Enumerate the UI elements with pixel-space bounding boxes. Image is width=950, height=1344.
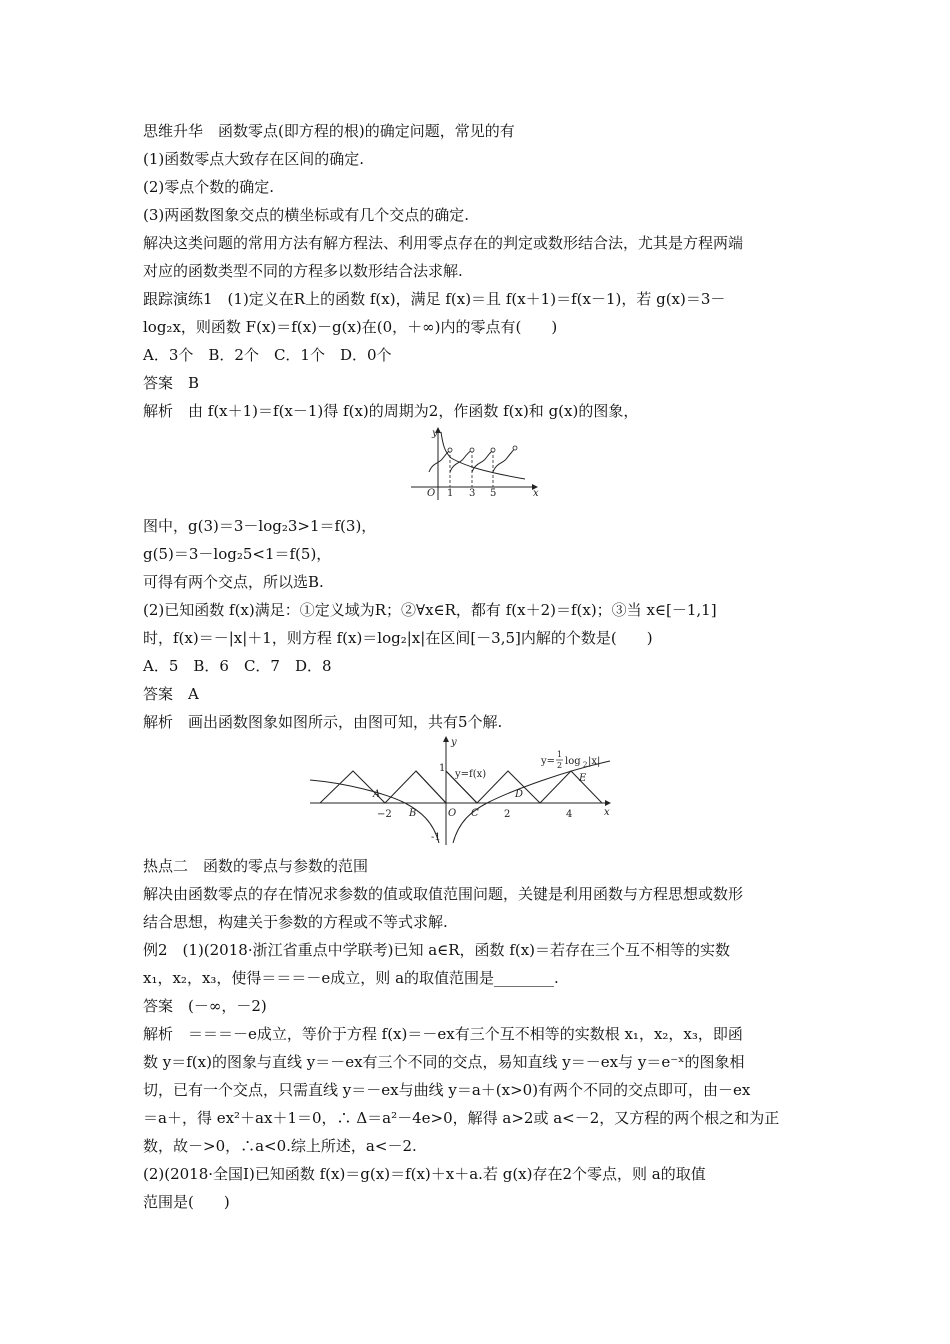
tick-label-5: 5 <box>490 488 497 499</box>
tick-label-neg1: -1 <box>431 832 441 843</box>
answer-line: 答案 B <box>143 374 200 392</box>
origin-label: O <box>427 488 436 499</box>
analysis-line: 解析 ＝＝＝－e成立，等价于方程 f(x)＝－ex有三个互不相等的实数根 x₁，x₂，x₃，即函 <box>143 1025 743 1043</box>
analysis-line: 解析 画出函数图象如图所示，由图可知，共有5个解. <box>143 713 503 731</box>
log-curve-label-sub: 2 <box>583 761 588 769</box>
tick-label-4: 4 <box>566 809 573 820</box>
point-E-label: E <box>579 773 587 784</box>
text-line: (2)零点个数的确定. <box>143 178 275 196</box>
text-line: 结合思想，构建关于参数的方程或不等式求解. <box>143 913 448 931</box>
text-line: x₁，x₂，x₃，使得＝＝＝－e成立，则 a的取值范围是________. <box>143 969 559 987</box>
text-line: 数 y＝f(x)的图象与直线 y＝－ex有三个不同的交点，易知直线 y＝－ex与 y＝e⁻ˣ的图象相 <box>143 1053 745 1071</box>
log-curve-label-prefix: y= <box>541 756 556 767</box>
x-axis-label: x <box>604 807 610 818</box>
log-curve-label-log: log <box>565 756 581 767</box>
text-line: 切，已有一个交点，只需直线 y＝－ex与曲线 y＝a＋(x>0)有两个不同的交点即可，由－ex <box>143 1081 751 1099</box>
example-question: (2)(2018·全国Ⅰ)已知函数 f(x)＝g(x)＝f(x)＋x＋a.若 g(x)存在2个零点，则 a的取值 <box>143 1165 706 1183</box>
example-question: 例2 (1)(2018·浙江省重点中学联考)已知 a∈R，函数 f(x)＝若存在三个互不相等的实数 <box>143 941 731 959</box>
exercise-question: (2)已知函数 f(x)满足：①定义域为R；②∀x∈R，都有 f(x＋2)＝f(x)；③当 x∈[－1,1] <box>143 601 717 619</box>
analysis-line: 解析 由 f(x＋1)＝f(x－1)得 f(x)的周期为2，作函数 f(x)和 g(x)的图象， <box>143 402 639 420</box>
text-line: 对应的函数类型不同的方程多以数形结合法求解. <box>143 262 463 280</box>
text-line: ＝a＋，得 ex²＋ax＋1＝0，∴ Δ＝a²－4e>0，解得 a>2或 a<－2，又方程的两个根之和为正 <box>143 1109 780 1127</box>
intersection-graph <box>305 733 625 848</box>
period-function-graph <box>405 424 550 504</box>
summary-heading: 思维升华 函数零点(即方程的根)的确定问题，常见的有 <box>143 122 515 140</box>
tick-label-1: 1 <box>447 488 454 499</box>
text-line: log₂x，则函数 F(x)＝f(x)－g(x)在(0，＋∞)内的零点有( ) <box>143 318 558 336</box>
text-line: 数，故－>0，∴a<0.综上所述，a<－2. <box>143 1137 417 1155</box>
text-line: (1)函数零点大致存在区间的确定. <box>143 150 365 168</box>
text-line: g(5)＝3－log₂5<1＝f(5)， <box>143 545 332 563</box>
y-axis-label: y <box>451 737 457 748</box>
text-line: 图中，g(3)＝3－log₂3>1＝f(3)， <box>143 517 377 535</box>
answer-line: 答案 (－∞，－2) <box>143 997 267 1015</box>
answer-options: A．5 B．6 C．7 D．8 <box>143 657 332 675</box>
tick-label-2: 2 <box>504 809 511 820</box>
section-heading: 热点二 函数的零点与参数的范围 <box>143 857 369 875</box>
text-line: 解决这类问题的常用方法有解方程法、利用零点存在的判定或数形结合法，尤其是方程两端 <box>143 234 744 252</box>
origin-label: O <box>448 808 457 819</box>
text-line: (3)两函数图象交点的横坐标或有几个交点的确定. <box>143 206 470 224</box>
point-B-label: B <box>409 808 417 819</box>
log-curve-label-den: 2 <box>557 761 563 770</box>
tick-label-neg2: −2 <box>377 809 392 820</box>
answer-line: 答案 A <box>143 685 199 703</box>
log-curve-label-arg: |x| <box>588 756 601 767</box>
text-line: 可得有两个交点，所以选B. <box>143 573 324 591</box>
y-axis-label: y <box>432 428 438 439</box>
text-line: 解决由函数零点的存在情况求参数的值或取值范围问题，关键是利用函数与方程思想或数形 <box>143 885 744 903</box>
point-C-label: C <box>471 808 479 819</box>
fx-label: y=f(x) <box>455 769 487 780</box>
x-axis-label: x <box>533 488 539 499</box>
log-curve-label-num: 1 <box>557 750 563 759</box>
point-D-label: D <box>515 789 524 800</box>
text-line: 时，f(x)＝－|x|＋1，则方程 f(x)＝log₂|x|在区间[－3,5]内解的个数是( ) <box>143 629 653 647</box>
answer-options: A．3个 B．2个 C．1个 D．0个 <box>143 346 392 364</box>
point-A-label: A <box>373 789 381 800</box>
exercise-question: 跟踪演练1 (1)定义在R上的函数 f(x)，满足 f(x)＝且 f(x＋1)＝f(x－1)，若 g(x)＝3－ <box>143 290 726 308</box>
tick-label-3: 3 <box>469 488 476 499</box>
tick-label-1: 1 <box>439 763 446 774</box>
text-line: 范围是( ) <box>143 1193 230 1211</box>
